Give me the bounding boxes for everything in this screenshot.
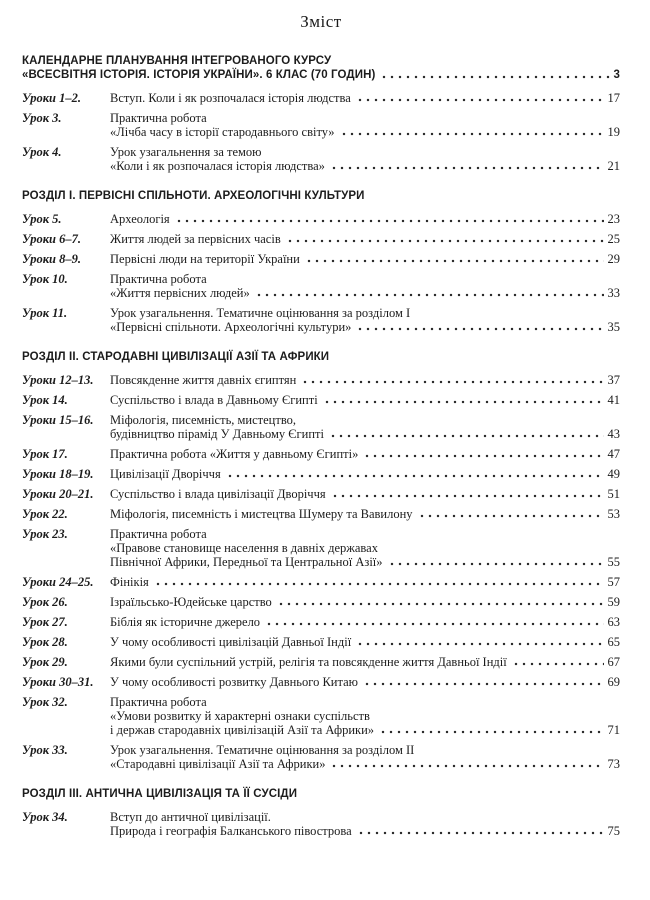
entry-text: Практична робота «Життя у давньому Єгипті» <box>110 447 359 461</box>
entry-text: Урок узагальнення. Тематичне оцінювання за розділом І <box>110 306 411 320</box>
entry-line <box>110 507 620 521</box>
entry-content <box>110 373 620 387</box>
page-number: 67 <box>607 655 620 669</box>
entry-content <box>110 575 620 589</box>
entry-line <box>110 757 620 771</box>
entry-text: «Правове становище населення в давніх державах <box>110 541 378 555</box>
entry-line <box>110 575 620 589</box>
toc-entry <box>22 272 620 300</box>
toc-entry <box>22 487 620 501</box>
dot-leader <box>340 125 604 139</box>
lesson-label: Урок 22. <box>22 507 68 521</box>
section-header-line <box>22 68 620 82</box>
entry-line <box>110 427 620 441</box>
page-number: 69 <box>607 675 620 689</box>
entry-line <box>110 723 620 737</box>
entry-content <box>110 111 620 139</box>
toc-entry <box>22 695 620 737</box>
toc-entry <box>22 413 620 441</box>
entry-line <box>110 695 620 709</box>
entry-line <box>110 743 620 757</box>
dot-leader <box>305 252 604 266</box>
entry-text: «Первісні спільноти. Археологічні культури» <box>110 320 352 334</box>
entry-line <box>110 595 620 609</box>
toc-entry <box>22 635 620 649</box>
lesson-label: Урок 4. <box>22 145 62 159</box>
entry-line <box>110 306 620 320</box>
dot-leader <box>379 723 603 737</box>
entry-content <box>110 635 620 649</box>
dot-leader <box>363 447 603 461</box>
entry-text: «Умови розвитку й характерні ознаки суспільств <box>110 709 370 723</box>
toc-entry <box>22 212 620 226</box>
toc-entry <box>22 393 620 407</box>
entry-text: У чому особливості розвитку Давнього Китаю <box>110 675 358 689</box>
entry-text: «Лічба часу в історії стародавнього світу» <box>110 125 335 139</box>
dot-leader <box>323 393 604 407</box>
page-number: 35 <box>607 320 620 334</box>
toc-entry <box>22 91 620 105</box>
entry-line <box>110 111 620 125</box>
entry-text: Суспільство і влада цивілізації Дворіччя <box>110 487 326 501</box>
lesson-label: Урок 27. <box>22 615 68 629</box>
lesson-label: Уроки 30–31. <box>22 675 94 689</box>
entry-content <box>110 91 620 105</box>
page-number: 51 <box>607 487 620 501</box>
dot-leader <box>356 635 603 649</box>
entry-line <box>110 527 620 541</box>
toc-entry <box>22 615 620 629</box>
entry-line <box>110 635 620 649</box>
lesson-label: Урок 3. <box>22 111 62 125</box>
page-title: Зміст <box>300 12 342 31</box>
page-number: 55 <box>607 555 620 569</box>
page-number: 17 <box>607 91 620 105</box>
entry-content <box>110 306 620 334</box>
entry-text: Повсякденне життя давніх єгиптян <box>110 373 297 387</box>
page-number: 59 <box>607 595 620 609</box>
toc-entry <box>22 655 620 669</box>
section-header-text: «ВСЕСВІТНЯ ІСТОРІЯ. ІСТОРІЯ УКРАЇНИ». 6 КЛАС (70 ГОДИН) <box>22 69 376 81</box>
page-number: 71 <box>607 723 620 737</box>
page-number: 49 <box>607 467 620 481</box>
entry-line <box>110 824 620 838</box>
entry-text: Міфологія, писемність і мистецтва Шумеру та Вавилону <box>110 507 413 521</box>
lesson-label: Уроки 1–2. <box>22 91 81 105</box>
dot-leader <box>356 91 604 105</box>
entry-line <box>110 159 620 173</box>
section-header <box>22 350 620 364</box>
lesson-label: Уроки 6–7. <box>22 232 81 246</box>
lesson-label: Урок 14. <box>22 393 68 407</box>
section-header <box>22 54 620 82</box>
entry-content <box>110 145 620 173</box>
entry-text: Ізраїльсько-Юдейське царство <box>110 595 272 609</box>
lesson-label: Урок 10. <box>22 272 68 286</box>
entry-content <box>110 212 620 226</box>
entry-text: «Життя первісних людей» <box>110 286 250 300</box>
toc-entry <box>22 467 620 481</box>
lesson-label: Уроки 8–9. <box>22 252 81 266</box>
entry-text: Життя людей за первісних часів <box>110 232 281 246</box>
toc-entry <box>22 595 620 609</box>
page-number: 41 <box>607 393 620 407</box>
dot-leader <box>277 595 604 609</box>
entry-content <box>110 413 620 441</box>
entry-line <box>110 125 620 139</box>
entry-line <box>110 91 620 105</box>
entry-content <box>110 695 620 737</box>
entry-content <box>110 393 620 407</box>
toc-entry <box>22 743 620 771</box>
page-number: 75 <box>607 824 620 838</box>
dot-leader <box>329 427 604 441</box>
entry-content <box>110 655 620 669</box>
lesson-label: Уроки 15–16. <box>22 413 94 427</box>
entry-content <box>110 595 620 609</box>
toc-section <box>22 189 620 334</box>
entry-text: Практична робота <box>110 111 207 125</box>
dot-leader <box>175 212 604 226</box>
entry-line <box>110 675 620 689</box>
toc-section <box>22 54 620 173</box>
entry-text: Фінікія <box>110 575 149 589</box>
entry-line <box>110 655 620 669</box>
dot-leader <box>301 373 603 387</box>
page-number: 63 <box>607 615 620 629</box>
section-header-text: РОЗДІЛ ІІІ. АНТИЧНА ЦИВІЛІЗАЦІЯ ТА ЇЇ СУСІДИ <box>22 788 298 800</box>
entry-line <box>110 810 620 824</box>
entry-text: Вступ до античної цивілізації. <box>110 810 271 824</box>
dot-leader <box>363 675 604 689</box>
page-number: 47 <box>607 447 620 461</box>
dot-leader <box>388 555 604 569</box>
entry-text: Урок узагальнення. Тематичне оцінювання за розділом ІІ <box>110 743 415 757</box>
toc-entry <box>22 810 620 838</box>
lesson-label: Урок 11. <box>22 306 68 320</box>
dot-leader <box>265 615 603 629</box>
entry-line <box>110 252 620 266</box>
page-number: 21 <box>607 159 620 173</box>
toc-section <box>22 787 620 838</box>
entry-content <box>110 467 620 481</box>
page-number: 53 <box>607 507 620 521</box>
toc-entry <box>22 252 620 266</box>
toc-entry <box>22 447 620 461</box>
entry-text: Міфологія, писемність, мистецтво, <box>110 413 297 427</box>
toc-entry <box>22 373 620 387</box>
dot-leader <box>356 320 603 334</box>
section-header <box>22 189 620 203</box>
entry-line <box>110 145 620 159</box>
entry-text: У чому особливості цивілізацій Давньої Індії <box>110 635 352 649</box>
entry-line <box>110 467 620 481</box>
entry-text: Природа і географія Балканського півострова <box>110 824 352 838</box>
entry-text: Первісні люди на території України <box>110 252 300 266</box>
section-header-line <box>22 350 620 364</box>
entry-text: Практична робота <box>110 527 207 541</box>
dot-leader <box>330 159 604 173</box>
page-number: 23 <box>607 212 620 226</box>
section-header-text: РОЗДІЛ І. ПЕРВІСНІ СПІЛЬНОТИ. АРХЕОЛОГІЧНІ КУЛЬТУРИ <box>22 190 365 202</box>
entry-text: Цивілізації Дворіччя <box>110 467 221 481</box>
entry-line <box>110 212 620 226</box>
entry-line <box>110 393 620 407</box>
page-number: 57 <box>607 575 620 589</box>
entry-line <box>110 615 620 629</box>
entry-line <box>110 709 620 723</box>
entry-content <box>110 675 620 689</box>
toc-section <box>22 350 620 771</box>
dot-leader <box>418 507 604 521</box>
toc-entry <box>22 111 620 139</box>
dot-leader <box>331 487 604 501</box>
lesson-label: Урок 34. <box>22 810 68 824</box>
entry-text: Урок узагальнення за темою <box>110 145 262 159</box>
entry-content <box>110 232 620 246</box>
toc-entry <box>22 527 620 569</box>
entry-line <box>110 555 620 569</box>
entry-text: «Стародавні цивілізації Азії та Африки» <box>110 757 326 771</box>
section-header-line <box>22 787 620 801</box>
lesson-label: Урок 17. <box>22 447 68 461</box>
toc-entry <box>22 507 620 521</box>
dot-leader <box>380 68 609 82</box>
page-number: 73 <box>607 757 620 771</box>
entry-line <box>110 413 620 427</box>
entry-content <box>110 487 620 501</box>
lesson-label: Урок 29. <box>22 655 68 669</box>
lesson-label: Урок 32. <box>22 695 68 709</box>
entry-content <box>110 252 620 266</box>
dot-leader <box>154 575 604 589</box>
toc-list <box>22 54 620 838</box>
entry-text: Північної Африки, Передньої та Центральної Азії» <box>110 555 383 569</box>
section-header <box>22 787 620 801</box>
page-number: 25 <box>607 232 620 246</box>
entry-line <box>110 272 620 286</box>
dot-leader <box>512 655 604 669</box>
entry-content <box>110 507 620 521</box>
entry-content <box>110 527 620 569</box>
entry-text: «Коли і як розпочалася історія людства» <box>110 159 325 173</box>
entry-line <box>110 286 620 300</box>
entry-text: Вступ. Коли і як розпочалася історія людства <box>110 91 351 105</box>
dot-leader <box>357 824 604 838</box>
lesson-label: Уроки 12–13. <box>22 373 94 387</box>
entry-text: Практична робота <box>110 272 207 286</box>
toc-entry <box>22 145 620 173</box>
entry-text: будівництво пірамід У Давньому Єгипті <box>110 427 324 441</box>
toc-entry <box>22 675 620 689</box>
page-number: 33 <box>607 286 620 300</box>
entry-content <box>110 272 620 300</box>
lesson-label: Урок 26. <box>22 595 68 609</box>
entry-content <box>110 743 620 771</box>
section-header-line <box>22 54 620 68</box>
page-number: 19 <box>607 125 620 139</box>
lesson-label: Урок 33. <box>22 743 68 757</box>
entry-line <box>110 320 620 334</box>
entry-content <box>110 810 620 838</box>
lesson-label: Урок 5. <box>22 212 62 226</box>
dot-leader <box>330 757 603 771</box>
lesson-label: Уроки 20–21. <box>22 487 94 501</box>
page-number: 3 <box>613 69 620 81</box>
page-number: 43 <box>607 427 620 441</box>
entry-line <box>110 232 620 246</box>
lesson-label: Уроки 24–25. <box>22 575 94 589</box>
entry-text: і держав стародавніх цивілізацій Азії та Африки» <box>110 723 375 737</box>
entry-text: Археологія <box>110 212 170 226</box>
toc-entry <box>22 306 620 334</box>
section-header-line <box>22 189 620 203</box>
dot-leader <box>286 232 604 246</box>
dot-leader <box>226 467 604 481</box>
entry-line <box>110 541 620 555</box>
entry-text: Суспільство і влада в Давньому Єгипті <box>110 393 318 407</box>
entry-line <box>110 447 620 461</box>
toc-entry <box>22 575 620 589</box>
section-header-text: РОЗДІЛ ІІ. СТАРОДАВНІ ЦИВІЛІЗАЦІЇ АЗІЇ ТА АФРИКИ <box>22 351 330 363</box>
lesson-label: Уроки 18–19. <box>22 467 94 481</box>
page-number: 29 <box>607 252 620 266</box>
toc-entry <box>22 232 620 246</box>
entry-line <box>110 487 620 501</box>
entry-text: Біблія як історичне джерело <box>110 615 261 629</box>
page-number: 37 <box>607 373 620 387</box>
lesson-label: Урок 23. <box>22 527 68 541</box>
section-header-text: КАЛЕНДАРНЕ ПЛАНУВАННЯ ІНТЕГРОВАНОГО КУРСУ <box>22 55 332 67</box>
dot-leader <box>255 286 604 300</box>
lesson-label: Урок 28. <box>22 635 68 649</box>
entry-content <box>110 615 620 629</box>
entry-text: Практична робота <box>110 695 207 709</box>
entry-text: Якими були суспільний устрій, релігія та повсякденне життя Давньої Індії <box>110 655 507 669</box>
entry-line <box>110 373 620 387</box>
entry-content <box>110 447 620 461</box>
page-number: 65 <box>607 635 620 649</box>
